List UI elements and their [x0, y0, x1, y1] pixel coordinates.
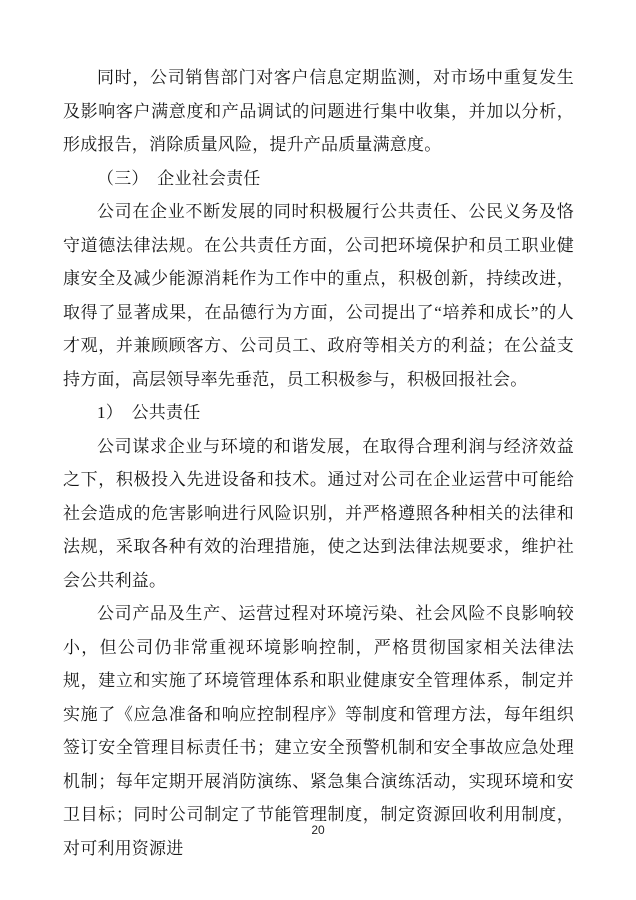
paragraph-environment-management: 公司产品及生产、运营过程对环境污染、社会风险不良影响较小，但公司仍非常重视环境影响控制，严格贯彻国家相关法律法规，建立和实施了环境管理体系和职业健康安全管理体系，制定并实施了《应急准备和响应控制程序》等制度和管理方法，每年组织签订安全管理目标责任书；建立安全预警机制和安全事故应急处理机制；每年定期开展消防演练、紧急集合演练活动，实现环境和安卫目标；同时公司制定了节能管理制度，制定资源回收利用制度，对可利用资源进 — [63, 604, 574, 858]
paragraph-quality-monitoring: 同时，公司销售部门对客户信息定期监测，对市场中重复发生及影响客户满意度和产品调试的问题进行集中收集，并加以分析，形成报告，消除质量风险，提升产品质量满意度。 — [63, 68, 574, 154]
page-number: 20 — [311, 823, 325, 837]
subsection-heading-public-responsibility: 1） 公共责任 — [97, 403, 201, 422]
section-heading-corporate-social-responsibility: （三） 企业社会责任 — [97, 168, 261, 188]
document-body — [63, 61, 574, 865]
paragraph-csr-overview: 公司在企业不断发展的同时积极履行公共责任、公民义务及恪守道德法律法规。在公共责任方面，公司把环境保护和员工职业健康安全及减少能源消耗作为工作中的重点，积极创新，持续改进，取得了显著成果，在品德行为方面，公司提出了“培养和成长”的人才观，并兼顾顾客方、公司员工、政府等相关方的利益；在公益支持方面，高层领导率先垂范，员工积极参与，积极回报社会。 — [63, 202, 574, 389]
paragraph-environment-harmony: 公司谋求企业与环境的和谐发展，在取得合理利润与经济效益之下，积极投入先进设备和技术。通过对公司在企业运营中可能给社会造成的危害影响进行风险识别，并严格遵照各种相关的法律和法规，采取各种有效的治理措施，使之达到法律法规要求，维护社会公共利益。 — [63, 436, 574, 590]
